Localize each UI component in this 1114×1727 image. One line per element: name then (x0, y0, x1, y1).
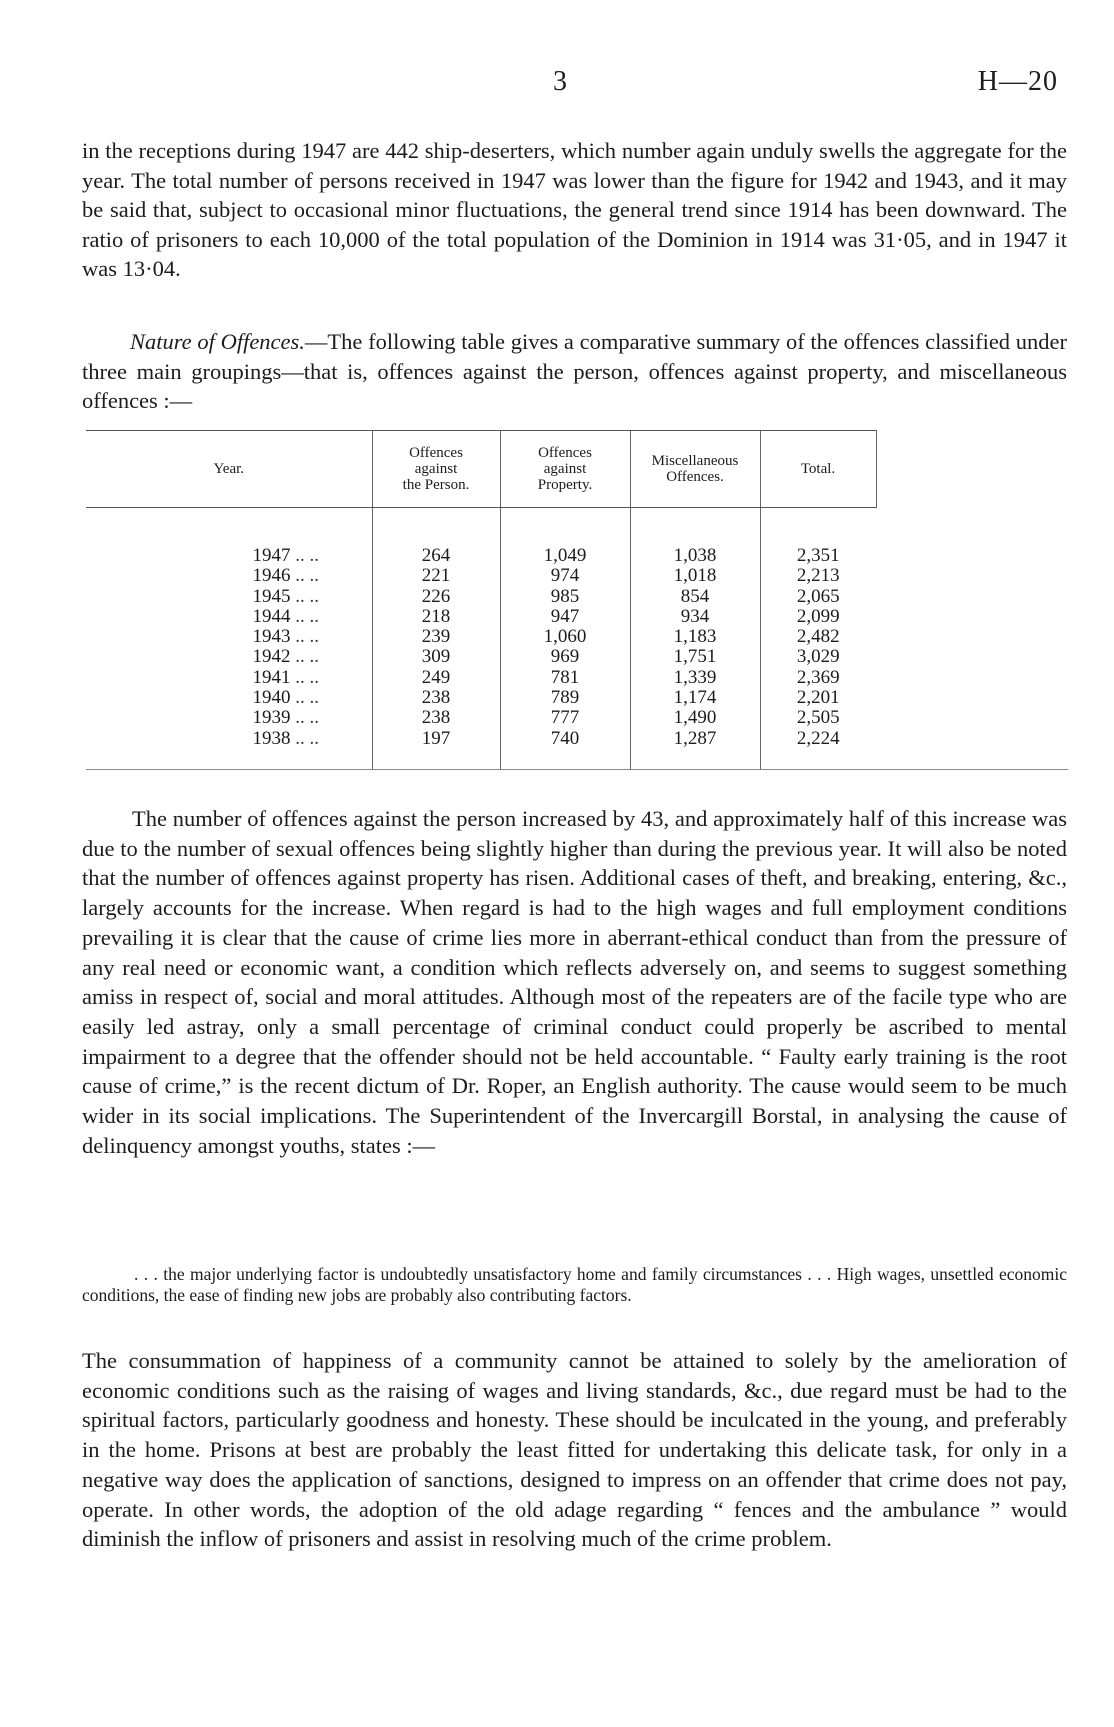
cell-total: 2,099 (760, 607, 876, 627)
table-row (86, 668, 1068, 688)
cell-person: 239 (372, 627, 500, 647)
cell-year: 1945 .. .. (252, 585, 319, 607)
cell-year: 1946 .. .. (252, 565, 319, 587)
cell-property: 781 (500, 668, 630, 688)
table-row (86, 708, 1068, 728)
cell-year: 1947 .. .. (252, 545, 319, 566)
cell-total: 2,213 (760, 566, 876, 586)
section-heading: Nature of Offences. (130, 329, 305, 354)
cell-property: 974 (500, 566, 630, 586)
header-offences-property: Offences against Property. (500, 431, 630, 508)
table-row (86, 647, 1068, 667)
cell-year: 1942 .. .. (252, 646, 319, 668)
header-total: Total. (760, 431, 876, 508)
table-row (86, 627, 1068, 647)
cell-misc: 1,174 (630, 688, 760, 708)
cell-person: 264 (372, 508, 500, 567)
page-number: 3 (553, 66, 567, 97)
cell-property: 1,060 (500, 627, 630, 647)
cell-person: 218 (372, 607, 500, 627)
cell-misc: 1,038 (630, 508, 760, 567)
table-row (86, 566, 1068, 586)
cell-total: 2,482 (760, 627, 876, 647)
header-year: Year. (86, 431, 372, 508)
cell-property: 740 (500, 729, 630, 770)
table-row (86, 688, 1068, 708)
paragraph-conclusion: The consummation of happiness of a community cannot be attained to solely by the amelioration of economic conditions such as the raising of wages and living standards, &c., due regard must be had to the spiritual factors, particularly goodness and honesty. These should be inculcated in the young, and preferably in the home. Prisons at best are probably the least fitted for undertaking this delicate task, for only in a negative way does the application of sanctions, designed to impress on an offender that crime does not pay, operate. In other words, the adoption of the old adage regarding “ fences and the ambulance ” would diminish the inflow of prisoners and assist in resolving much of the crime problem. (82, 1348, 1067, 1552)
cell-person: 221 (372, 566, 500, 586)
cell-year: 1943 .. .. (252, 626, 319, 648)
cell-person: 197 (372, 729, 500, 770)
cell-misc: 934 (630, 607, 760, 627)
cell-misc: 1,287 (630, 729, 760, 770)
cell-total: 2,201 (760, 688, 876, 708)
header-offences-person: Offences against the Person. (372, 431, 500, 508)
cell-property: 947 (500, 607, 630, 627)
cell-misc: 1,751 (630, 647, 760, 667)
table-row (86, 607, 1068, 627)
cell-person: 226 (372, 587, 500, 607)
cell-total: 3,029 (760, 647, 876, 667)
cell-total: 2,351 (760, 508, 876, 567)
cell-property: 969 (500, 647, 630, 667)
quotation-borstal-superintendent: . . . the major underlying factor is undoubtedly unsatisfactory home and family circumstances . . . High wages, unsettled economic conditions, the ease of finding new jobs are probably also contributing factors. (82, 1264, 1067, 1305)
table-row (86, 508, 1068, 567)
cell-year: 1940 .. .. (252, 687, 319, 709)
cell-year: 1944 .. .. (252, 605, 319, 627)
page-header (0, 66, 1114, 102)
document-reference: H—20 (977, 66, 1058, 97)
cell-misc: 1,490 (630, 708, 760, 728)
cell-person: 249 (372, 668, 500, 688)
offences-table-container (86, 430, 1068, 780)
cell-total: 2,224 (760, 729, 876, 770)
cell-year: 1941 .. .. (252, 666, 319, 688)
table-row (86, 587, 1068, 607)
offences-table (86, 430, 1068, 770)
cell-year: 1938 .. .. (86, 729, 372, 770)
table-row (86, 729, 1068, 770)
paragraph-receptions: in the receptions during 1947 are 442 ship-deserters, which number again unduly swells the aggregate for the year. The total number of persons received in 1947 was lower than the figure for 1942 and 1943, and it may be said that, subject to occasional minor fluctuations, the general trend since 1914 has been downward. The ratio of prisoners to each 10,000 of the total population of the Dominion in 1914 was 31·05, and in 1947 it was 13·04. (82, 138, 1067, 282)
header-miscellaneous: Miscellaneous Offences. (630, 431, 760, 508)
cell-misc: 1,183 (630, 627, 760, 647)
cell-property: 777 (500, 708, 630, 728)
cell-property: 985 (500, 587, 630, 607)
cell-year: 1939 .. .. (252, 707, 319, 729)
paragraph-analysis: The number of offences against the person increased by 43, and approximately half of this increase was due to the number of sexual offences being slightly higher than during the previous year. It will also be noted that the number of offences against property has risen. Additional cases of theft, and breaking, entering, &c., largely accounts for the increase. When regard is had to the high wages and full employment conditions prevailing it is clear that the cause of crime lies more in aberrant-ethical conduct than from the pressure of any real need or economic want, a condition which reflects adversely on, and seems to suggest something amiss in respect of, social and moral attitudes. Although most of the repeaters are of the facile type who are easily led astray, only a small percentage of criminal conduct could properly be ascribed to mental impairment to a degree that the offender should not be held accountable. “ Faulty early training is the root cause of crime,” is the recent dictum of Dr. Roper, an English authority. The cause would seem to be much wider in its social implications. The Superintendent of the Invercargill Borstal, in analysing the cause of delinquency amongst youths, states :— (82, 806, 1067, 1158)
cell-total: 2,369 (760, 668, 876, 688)
cell-person: 238 (372, 688, 500, 708)
cell-total: 2,065 (760, 587, 876, 607)
cell-misc: 1,339 (630, 668, 760, 688)
section-text: —The following table gives a comparative summary of the offences classified under three main groupings—that is, offences against the person, offences against property, and miscellaneous offences :— (82, 329, 1067, 414)
table-header-row (86, 431, 1068, 508)
cell-property: 1,049 (500, 508, 630, 567)
cell-property: 789 (500, 688, 630, 708)
cell-total: 2,505 (760, 708, 876, 728)
cell-misc: 1,018 (630, 566, 760, 586)
paragraph-nature-of-offences (82, 327, 1067, 416)
cell-misc: 854 (630, 587, 760, 607)
cell-person: 309 (372, 647, 500, 667)
cell-person: 238 (372, 708, 500, 728)
